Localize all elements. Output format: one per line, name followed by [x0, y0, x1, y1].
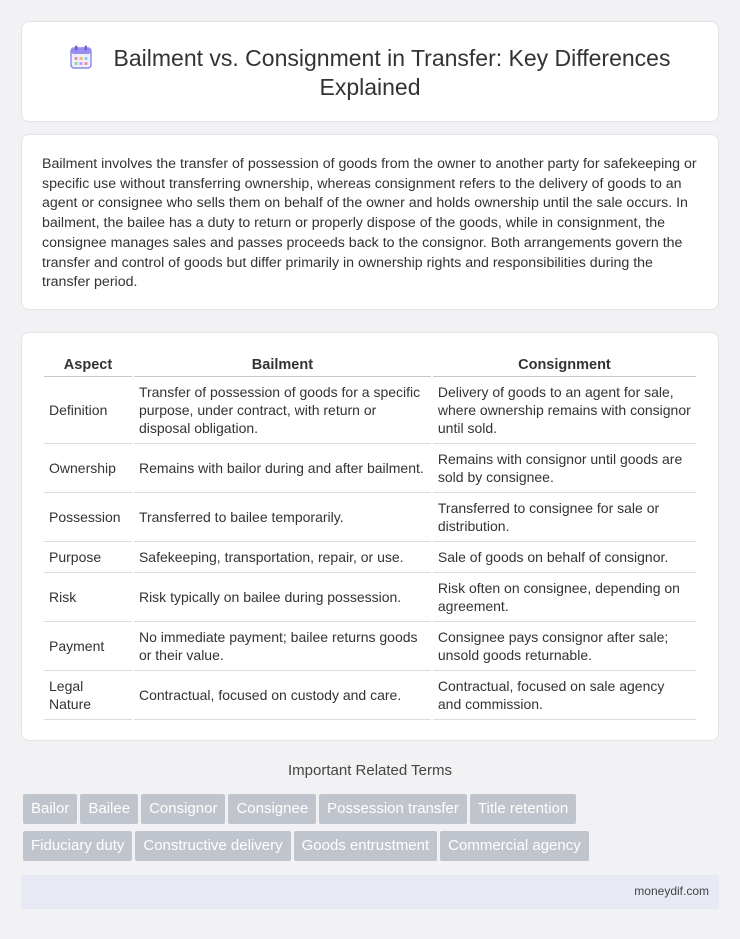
tag-consignee[interactable]: Consignee: [228, 794, 316, 824]
footer-site[interactable]: moneydif.com: [634, 884, 709, 898]
header-bailment: Bailment: [134, 353, 431, 377]
row-consignment: Consignee pays consignor after sale; unsold goods returnable.: [433, 622, 696, 671]
row-bailment: Transferred to bailee temporarily.: [134, 493, 431, 542]
tag-bailor[interactable]: Bailor: [23, 794, 77, 824]
row-consignment: Risk often on consignee, depending on agreement.: [433, 573, 696, 622]
related-terms-list: [23, 794, 723, 868]
table-row: [44, 622, 696, 671]
row-bailment: Remains with bailor during and after bailment.: [134, 444, 431, 493]
tag-bailee[interactable]: Bailee: [80, 794, 138, 824]
row-aspect: Payment: [44, 622, 132, 671]
intro-card: [21, 134, 719, 310]
row-bailment: Safekeeping, transportation, repair, or use.: [134, 542, 431, 573]
comparison-table-card: [21, 332, 719, 741]
header-consignment: Consignment: [433, 353, 696, 377]
related-terms-heading: Important Related Terms: [288, 762, 452, 779]
table-row: [44, 573, 696, 622]
row-consignment: Delivery of goods to an agent for sale, where ownership remains with consignor until sold.: [433, 377, 696, 444]
page-title-wrap: [42, 44, 698, 102]
intro-paragraph: Bailment involves the transfer of possession of goods from the owner to another party for safekeeping or specific use without transferring ownership, whereas consignment refers to the delivery of goods to an agent or consignee who sells them on behalf of the owner and holds ownership until the sale occurs. In bailment, the bailee has a duty to return or properly dispose of the goods, while in consignment, the consignee manages sales and passes proceeds back to the consignor. Both arrangements govern the transfer and control of goods but differ primarily in ownership rights and responsibilities during the transfer period.: [42, 156, 697, 291]
row-bailment: Risk typically on bailee during possession.: [134, 573, 431, 622]
row-aspect: Possession: [44, 493, 132, 542]
tag-title-retention[interactable]: Title retention: [470, 794, 576, 824]
table-row: [44, 671, 696, 720]
row-aspect: Legal Nature: [44, 671, 132, 720]
row-bailment: Contractual, focused on custody and care.: [134, 671, 431, 720]
tag-fiduciary-duty[interactable]: Fiduciary duty: [23, 831, 132, 861]
table-row: [44, 493, 696, 542]
row-aspect: Purpose: [44, 542, 132, 573]
tag-possession-transfer[interactable]: Possession transfer: [319, 794, 467, 824]
table-row: [44, 444, 696, 493]
footer: [21, 875, 719, 909]
tag-goods-entrustment[interactable]: Goods entrustment: [294, 831, 438, 861]
row-consignment: Remains with consignor until goods are sold by consignee.: [433, 444, 696, 493]
row-consignment: Contractual, focused on sale agency and commission.: [433, 671, 696, 720]
calendar-icon: [70, 45, 92, 69]
tag-consignor[interactable]: Consignor: [141, 794, 225, 824]
row-aspect: Ownership: [44, 444, 132, 493]
row-consignment: Transferred to consignee for sale or distribution.: [433, 493, 696, 542]
row-bailment: No immediate payment; bailee returns goods or their value.: [134, 622, 431, 671]
table-row: [44, 377, 696, 444]
title-card: [21, 21, 719, 122]
table-header-row: [44, 353, 696, 377]
comparison-table: [42, 353, 698, 720]
page-title: Bailment vs. Consignment in Transfer: Key Differences Explained: [113, 45, 671, 100]
row-consignment: Sale of goods on behalf of consignor.: [433, 542, 696, 573]
header-aspect: Aspect: [44, 353, 132, 377]
table-row: [44, 542, 696, 573]
tag-commercial-agency[interactable]: Commercial agency: [440, 831, 589, 861]
tag-constructive-delivery[interactable]: Constructive delivery: [135, 831, 290, 861]
row-aspect: Risk: [44, 573, 132, 622]
row-bailment: Transfer of possession of goods for a specific purpose, under contract, with return or disposal obligation.: [134, 377, 431, 444]
row-aspect: Definition: [44, 377, 132, 444]
